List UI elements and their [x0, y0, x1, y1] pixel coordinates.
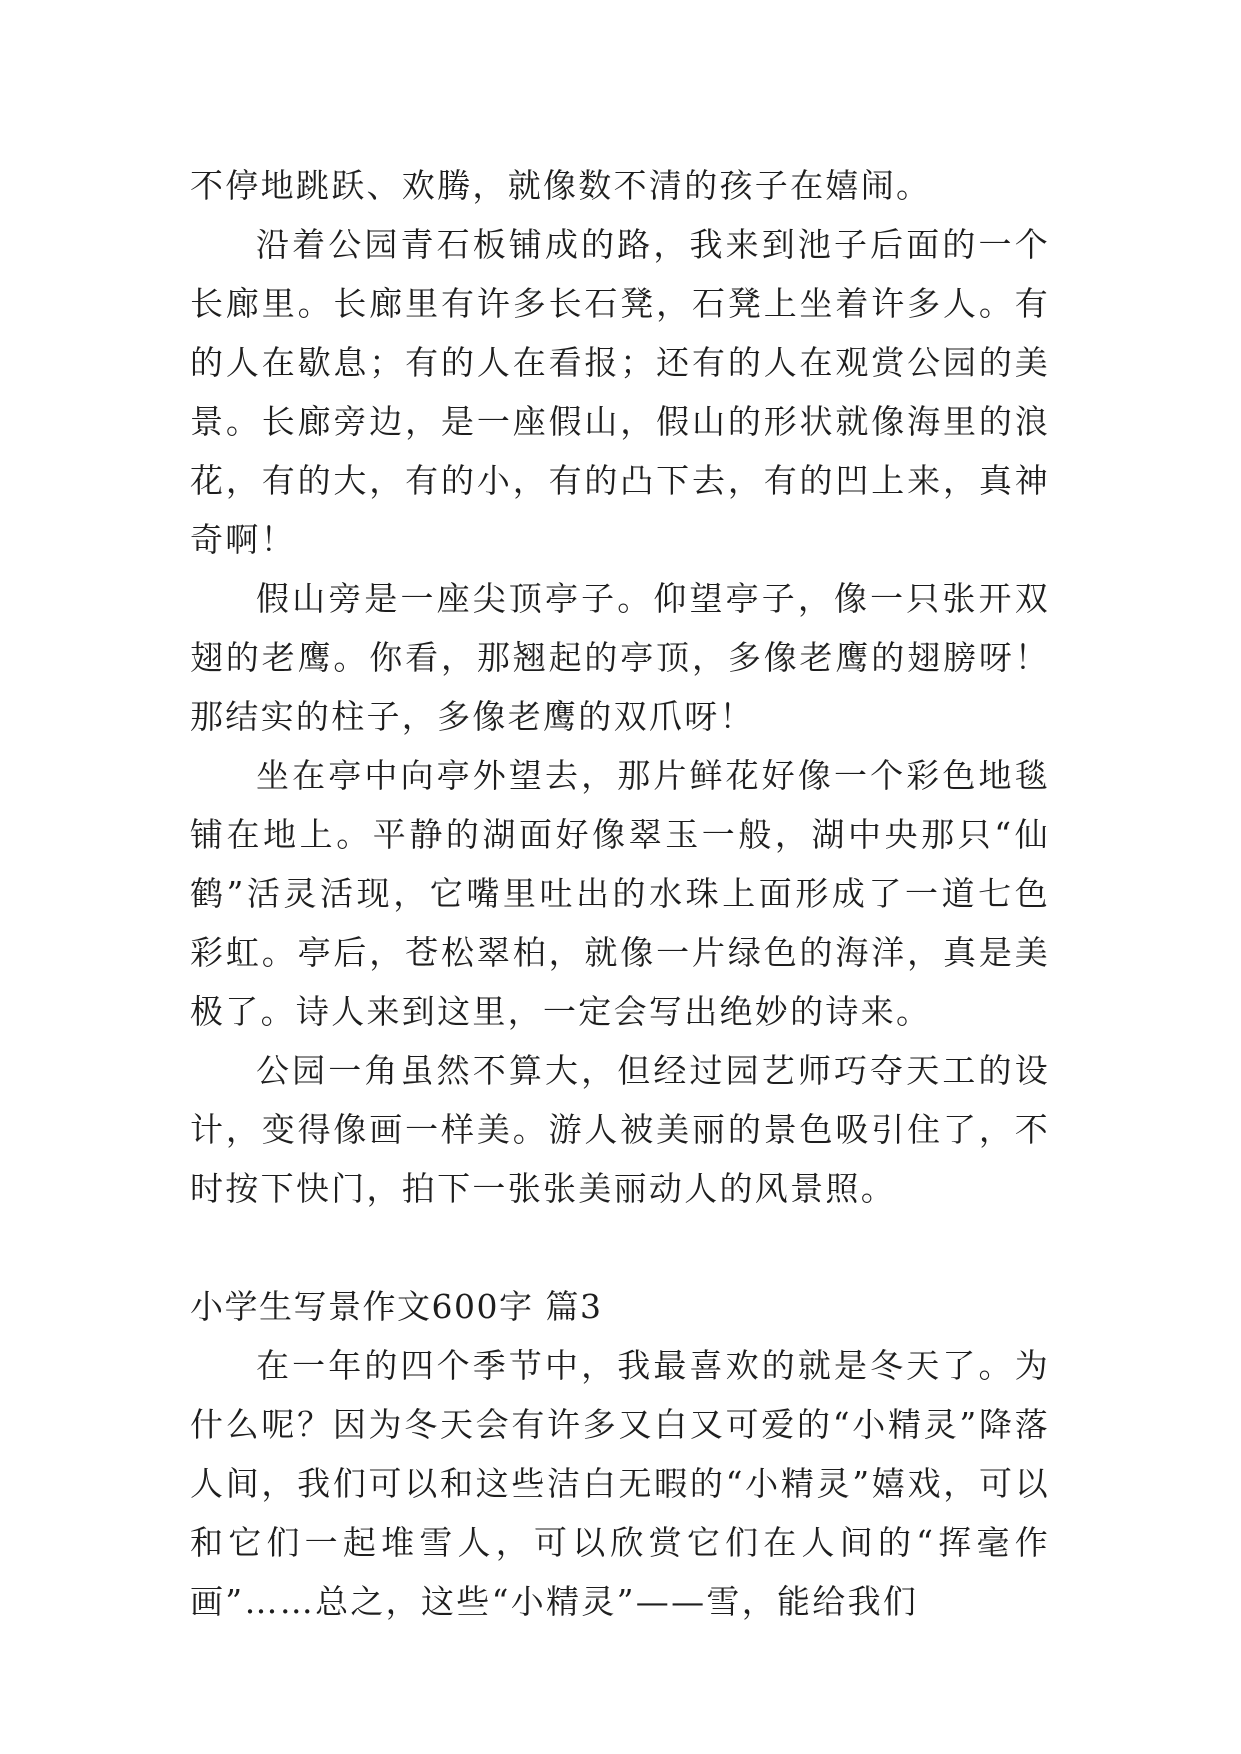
paragraph: 在一年的四个季节中，我最喜欢的就是冬天了。为什么呢？因为冬天会有许多又白又可爱的“小精灵”降落人间，我们可以和这些洁白无暇的“小精灵”嬉戏，可以和它们一起堆雪人，可以欣赏它们在人间的“挥毫作画”……总之，这些“小精灵”——雪，能给我们 — [190, 1346, 1050, 1621]
paragraph: 坐在亭中向亭外望去，那片鲜花好像一个彩色地毯铺在地上。平静的湖面好像翠玉一般，湖中央那只“仙鹤”活灵活现，它嘴里吐出的水珠上面形成了一道七色彩虹。亭后，苍松翠柏，就像一片绿色的海洋，真是美极了。诗人来到这里，一定会写出绝妙的诗来。 — [190, 756, 1050, 1031]
document-body — [190, 156, 1050, 1631]
paragraph: 不停地跳跃、欢腾，就像数不清的孩子在嬉闹。 — [190, 166, 932, 205]
section-heading: 小学生写景作文600字 篇3 — [190, 1287, 603, 1326]
paragraph: 假山旁是一座尖顶亭子。仰望亭子，像一只张开双翅的老鹰。你看，那翘起的亭顶，多像老鹰的翅膀呀！那结实的柱子，多像老鹰的双爪呀！ — [190, 579, 1050, 736]
paragraph: 公园一角虽然不算大，但经过园艺师巧夺天工的设计，变得像画一样美。游人被美丽的景色吸引住了，不时按下快门，拍下一张张美丽动人的风景照。 — [190, 1051, 1050, 1208]
section-spacer — [190, 1218, 1050, 1277]
paragraph: 沿着公园青石板铺成的路，我来到池子后面的一个长廊里。长廊里有许多长石凳，石凳上坐着许多人。有的人在歇息；有的人在看报；还有的人在观赏公园的美景。长廊旁边，是一座假山，假山的形状就像海里的浪花，有的大，有的小，有的凸下去，有的凹上来，真神奇啊！ — [190, 225, 1050, 559]
